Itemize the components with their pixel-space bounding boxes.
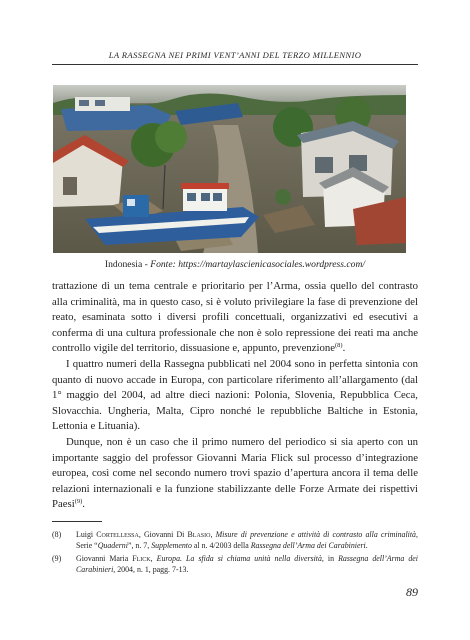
footnote-rule [52,521,102,522]
footnotes [52,529,418,577]
photo-illustration [53,85,406,253]
footnote-9: (9) Giovanni Maria Flick, Europa. La sfida si chiama unità nella diversità, in Rassegna dell’Arma dei Carabinieri, 2004, n. 1, pagg. 7-13. [52,554,418,574]
tsunami-photo [53,85,406,253]
caption-source: Fonte: https://martaylascienicasociales.wordpress.com/ [150,259,366,270]
footnote-ref-9[interactable]: (9) [74,498,83,506]
figure-caption [52,259,418,270]
running-head: LA RASSEGNA NEI PRIMI VENT’ANNI DEL TERZO MILLENNIO [108,50,362,60]
footnote-8: (8) Luigi Cortellessa, Giovanni Di Blasio, Misure di prevenzione e attività di contrasto alla criminalità, Serie “Quaderni”, n. 7, Supplemento al n. 4/2003 della Rassegna dell’Arma dei Carabinieri. [52,530,418,550]
page-number: 89 [406,585,418,599]
paragraph-1: trattazione di un tema centrale e prioritario per l’Arma, ossia quello del contrasto alla criminalità, ma in questo caso, si è voluto privilegiare la fase di prevenzione del reato, esaminata sotto i diversi profili concettuali, organizzativi ed esecutivi a conferma di una cultura professionale che non è solo repressione dei reati ma anche controllo vigile del territorio, dissuasione e, appunto, prevenzione$^{(8)}$. [52,280,418,355]
header-rule [52,64,418,65]
caption-place: Indonesia - [104,259,151,270]
footnote-ref-8[interactable]: (8) [335,342,343,350]
paragraph-3: Dunque, non è un caso che il primo numero del periodico si sia aperto con un importante saggio del professor Giovanni Maria Flick sul processo d’integrazione europea, così come nel secondo numero trovi spazio d’apertura ancora il tema delle relazioni internazionali e la funzione stabilizzante delle Forze Armate dei rispettivi Paesi$^{(9)}$. [52,435,418,511]
paragraph-2: I quattro numeri della Rassegna pubblicati nel 2004 sono in perfetta sintonia con quanto di nuovo accade in Europa, con particolare riferimento all’allargamento (dal 1° maggio del 2004, ad altre dieci nazioni: Polonia, Slovenia, Repubblica Ceca, Slovacchia. Ungheria, Malta, Cipro nonché le repubbliche Baltiche in Estonia, Lettonia e Lituania). [52,357,418,433]
body-text [52,279,418,513]
